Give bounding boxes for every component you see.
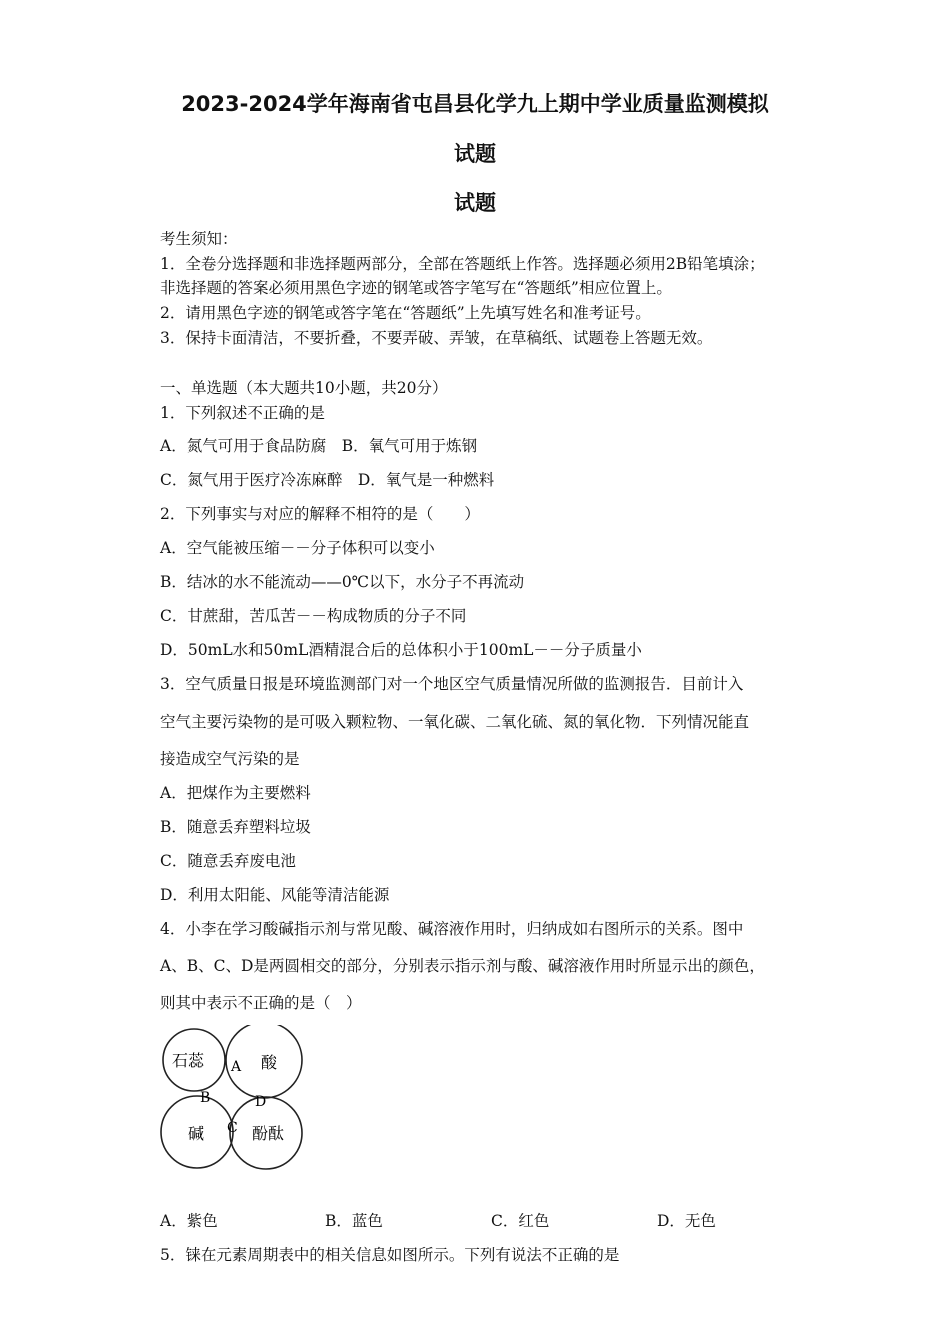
phenolphthalein-label: 酚酞 bbox=[252, 1124, 285, 1143]
q4-option-c: C．红色 bbox=[491, 1212, 550, 1230]
q2-option-d: D．50mL水和50mL酒精混合后的总体积小于100mL－－分子质量小 bbox=[160, 641, 642, 659]
q4-stem-1: 4．小李在学习酸碱指示剂与常见酸、碱溶液作用时，归纳成如右图所示的关系。图中 bbox=[160, 920, 744, 938]
q1-stem: 1．下列叙述不正确的是 bbox=[160, 404, 325, 422]
q1-options-row1: A．氮气可用于食品防腐 B．氧气可用于炼钢 bbox=[160, 437, 478, 455]
notice-item-2: 2．请用黑色字迹的钢笔或答字笔在“答题纸”上先填写姓名和准考证号。 bbox=[160, 304, 651, 322]
q3-stem-2: 空气主要污染物的是可吸入颗粒物、一氧化碳、二氧化硫、氮的氧化物．下列情况能直 bbox=[160, 713, 750, 731]
q3-stem-3: 接造成空气污染的是 bbox=[160, 750, 300, 768]
region-b-label: B bbox=[200, 1090, 211, 1106]
region-a-label: A bbox=[231, 1059, 242, 1075]
q2-option-c: C．甘蔗甜，苦瓜苦－－构成物质的分子不同 bbox=[160, 607, 467, 625]
base-label: 碱 bbox=[188, 1124, 205, 1143]
q4-option-d: D．无色 bbox=[657, 1212, 716, 1230]
q2-stem: 2．下列事实与对应的解释不相符的是（ ） bbox=[160, 505, 480, 523]
litmus-label: 石蕊 bbox=[172, 1051, 205, 1070]
notice-item-3: 3．保持卡面清洁，不要折叠，不要弄破、弄皱，在草稿纸、试题卷上答题无效。 bbox=[160, 329, 713, 347]
q4-option-b: B．蓝色 bbox=[325, 1212, 383, 1230]
acid-label: 酸 bbox=[261, 1053, 278, 1072]
q2-option-a: A．空气能被压缩－－分子体积可以变小 bbox=[160, 539, 435, 557]
page-title-line2: 试题 bbox=[454, 142, 496, 166]
page-title: 2023-2024学年海南省屯昌县化学九上期中学业质量监测模拟 bbox=[181, 92, 769, 116]
q4-option-a: A．紫色 bbox=[160, 1212, 218, 1230]
q3-stem-1: 3．空气质量日报是环境监测部门对一个地区空气质量情况所做的监测报告．目前计入 bbox=[160, 675, 744, 693]
q3-option-c: C．随意丢弃废电池 bbox=[160, 852, 296, 870]
region-c-label: C bbox=[227, 1120, 238, 1136]
q2-option-b: B．结冰的水不能流动——0℃以下，水分子不再流动 bbox=[160, 573, 525, 591]
section-heading: 一、单选题（本大题共10小题，共20分） bbox=[160, 379, 448, 397]
notice-item-1b: 非选择题的答案必须用黑色字迹的钢笔或答字笔写在“答题纸”相应位置上。 bbox=[160, 279, 672, 297]
page-subtitle: 试题 bbox=[454, 191, 496, 215]
q3-option-b: B．随意丢弃塑料垃圾 bbox=[160, 818, 311, 836]
q4-stem-3: 则其中表示不正确的是（ ） bbox=[160, 994, 362, 1012]
indicator-venn-diagram bbox=[158, 1025, 308, 1173]
q5-stem: 5．铼在元素周期表中的相关信息如图所示。下列有说法不正确的是 bbox=[160, 1246, 620, 1264]
q4-stem-2: A、B、C、D是两圆相交的部分，分别表示指示剂与酸、碱溶液作用时所显示出的颜色， bbox=[160, 957, 765, 975]
notice-item-1a: 1．全卷分选择题和非选择题两部分，全部在答题纸上作答。选择题必须用2B铅笔填涂； bbox=[160, 255, 765, 273]
q3-option-d: D．利用太阳能、风能等清洁能源 bbox=[160, 886, 390, 904]
region-d-label: D bbox=[255, 1094, 267, 1110]
q3-option-a: A．把煤作为主要燃料 bbox=[160, 784, 311, 802]
q1-options-row2: C．氮气用于医疗冷冻麻醉 D．氧气是一种燃料 bbox=[160, 471, 495, 489]
notice-heading: 考生须知： bbox=[160, 230, 238, 248]
